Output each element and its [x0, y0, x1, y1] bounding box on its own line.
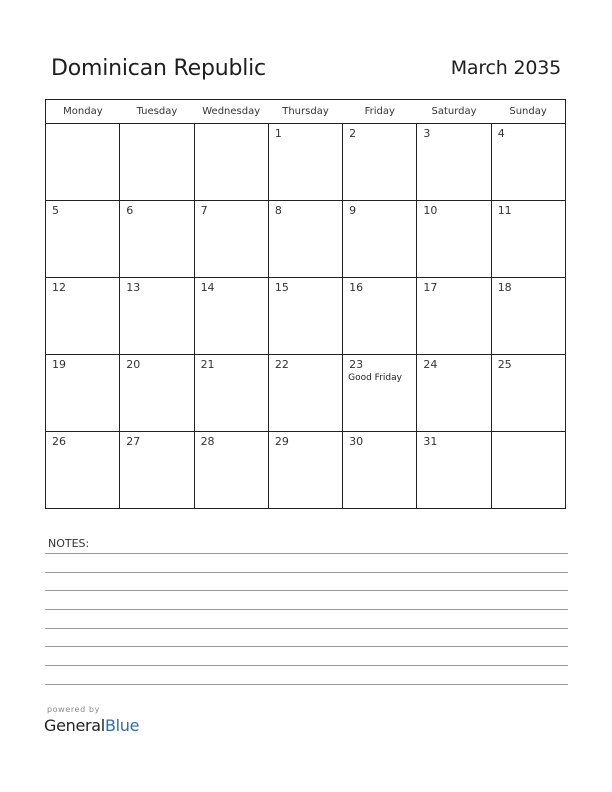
day-number: 22 — [274, 358, 289, 371]
day-number: 16 — [349, 281, 364, 294]
note-line — [45, 628, 568, 629]
day-cell — [194, 432, 268, 509]
day-number: 9 — [349, 204, 357, 217]
day-number: 31 — [423, 435, 438, 448]
day-cell — [268, 124, 342, 201]
day-cell — [417, 355, 491, 432]
week-row — [46, 355, 566, 432]
day-cell — [194, 201, 268, 278]
powered-by-text: powered by — [47, 705, 100, 714]
day-cell — [46, 124, 120, 201]
day-number: 21 — [200, 358, 215, 371]
day-number: 12 — [52, 281, 66, 294]
day-number: 24 — [423, 358, 438, 371]
day-cell — [491, 201, 565, 278]
weekday-monday: Monday — [46, 100, 120, 124]
day-cell — [343, 124, 417, 201]
day-cell — [120, 432, 194, 509]
day-cell — [120, 355, 194, 432]
day-number: 19 — [52, 358, 66, 371]
day-cell — [268, 278, 342, 355]
brand-general: General — [44, 716, 105, 735]
note-line — [45, 665, 568, 666]
day-number: 29 — [274, 435, 289, 448]
day-cell — [194, 124, 268, 201]
note-line — [45, 684, 568, 685]
day-number: 18 — [497, 281, 512, 294]
day-cell — [343, 201, 417, 278]
day-number: 30 — [349, 435, 364, 448]
day-cell — [491, 278, 565, 355]
day-cell — [46, 278, 120, 355]
note-line — [45, 553, 568, 554]
day-number: 10 — [423, 204, 438, 217]
weekday-wednesday: Wednesday — [194, 100, 268, 124]
day-cell — [417, 201, 491, 278]
day-number: 1 — [274, 127, 282, 140]
day-cell — [194, 355, 268, 432]
day-cell — [491, 432, 565, 509]
country-title: Dominican Republic — [51, 56, 266, 81]
day-cell — [46, 201, 120, 278]
notes-label: NOTES: — [48, 537, 90, 550]
day-number: 15 — [274, 281, 289, 294]
day-cell — [491, 124, 565, 201]
brand-logo — [44, 716, 139, 735]
day-cell — [417, 278, 491, 355]
day-number: 23 — [349, 358, 364, 371]
day-cell — [46, 355, 120, 432]
weekday-saturday: Saturday — [417, 100, 491, 124]
day-cell — [417, 124, 491, 201]
day-number: 20 — [126, 358, 141, 371]
day-number: 13 — [126, 281, 141, 294]
weekday-header-row — [46, 100, 566, 124]
day-number: 27 — [126, 435, 141, 448]
day-number: 5 — [52, 204, 59, 217]
day-number: 4 — [497, 127, 505, 140]
week-row — [46, 201, 566, 278]
weekday-sunday: Sunday — [491, 100, 565, 124]
note-line — [45, 609, 568, 610]
day-cell — [194, 278, 268, 355]
week-row — [46, 124, 566, 201]
day-number: 7 — [200, 204, 208, 217]
day-number: 3 — [423, 127, 431, 140]
day-number: 25 — [497, 358, 512, 371]
week-row — [46, 432, 566, 509]
day-cell — [491, 355, 565, 432]
day-cell — [120, 201, 194, 278]
day-number: 11 — [497, 204, 512, 217]
holiday-label: Good Friday — [348, 373, 402, 383]
day-cell — [268, 355, 342, 432]
week-row — [46, 278, 566, 355]
day-cell — [268, 201, 342, 278]
day-number: 17 — [423, 281, 438, 294]
day-cell — [120, 124, 194, 201]
day-number: 2 — [349, 127, 357, 140]
day-cell — [343, 355, 417, 432]
day-number: 14 — [200, 281, 215, 294]
month-year-title: March 2035 — [450, 57, 561, 79]
day-cell — [120, 278, 194, 355]
day-cell — [343, 278, 417, 355]
day-cell — [343, 432, 417, 509]
weekday-thursday: Thursday — [268, 100, 342, 124]
day-number: 8 — [274, 204, 282, 217]
note-line — [45, 572, 568, 573]
day-cell — [417, 432, 491, 509]
note-line — [45, 646, 568, 647]
calendar-grid — [45, 99, 566, 509]
day-number: 6 — [126, 204, 134, 217]
day-number: 26 — [52, 435, 66, 448]
note-line — [45, 590, 568, 591]
day-cell — [268, 432, 342, 509]
day-cell — [46, 432, 120, 509]
weekday-friday: Friday — [343, 100, 417, 124]
brand-blue: Blue — [104, 716, 140, 735]
weekday-tuesday: Tuesday — [120, 100, 194, 124]
day-number: 28 — [200, 435, 215, 448]
